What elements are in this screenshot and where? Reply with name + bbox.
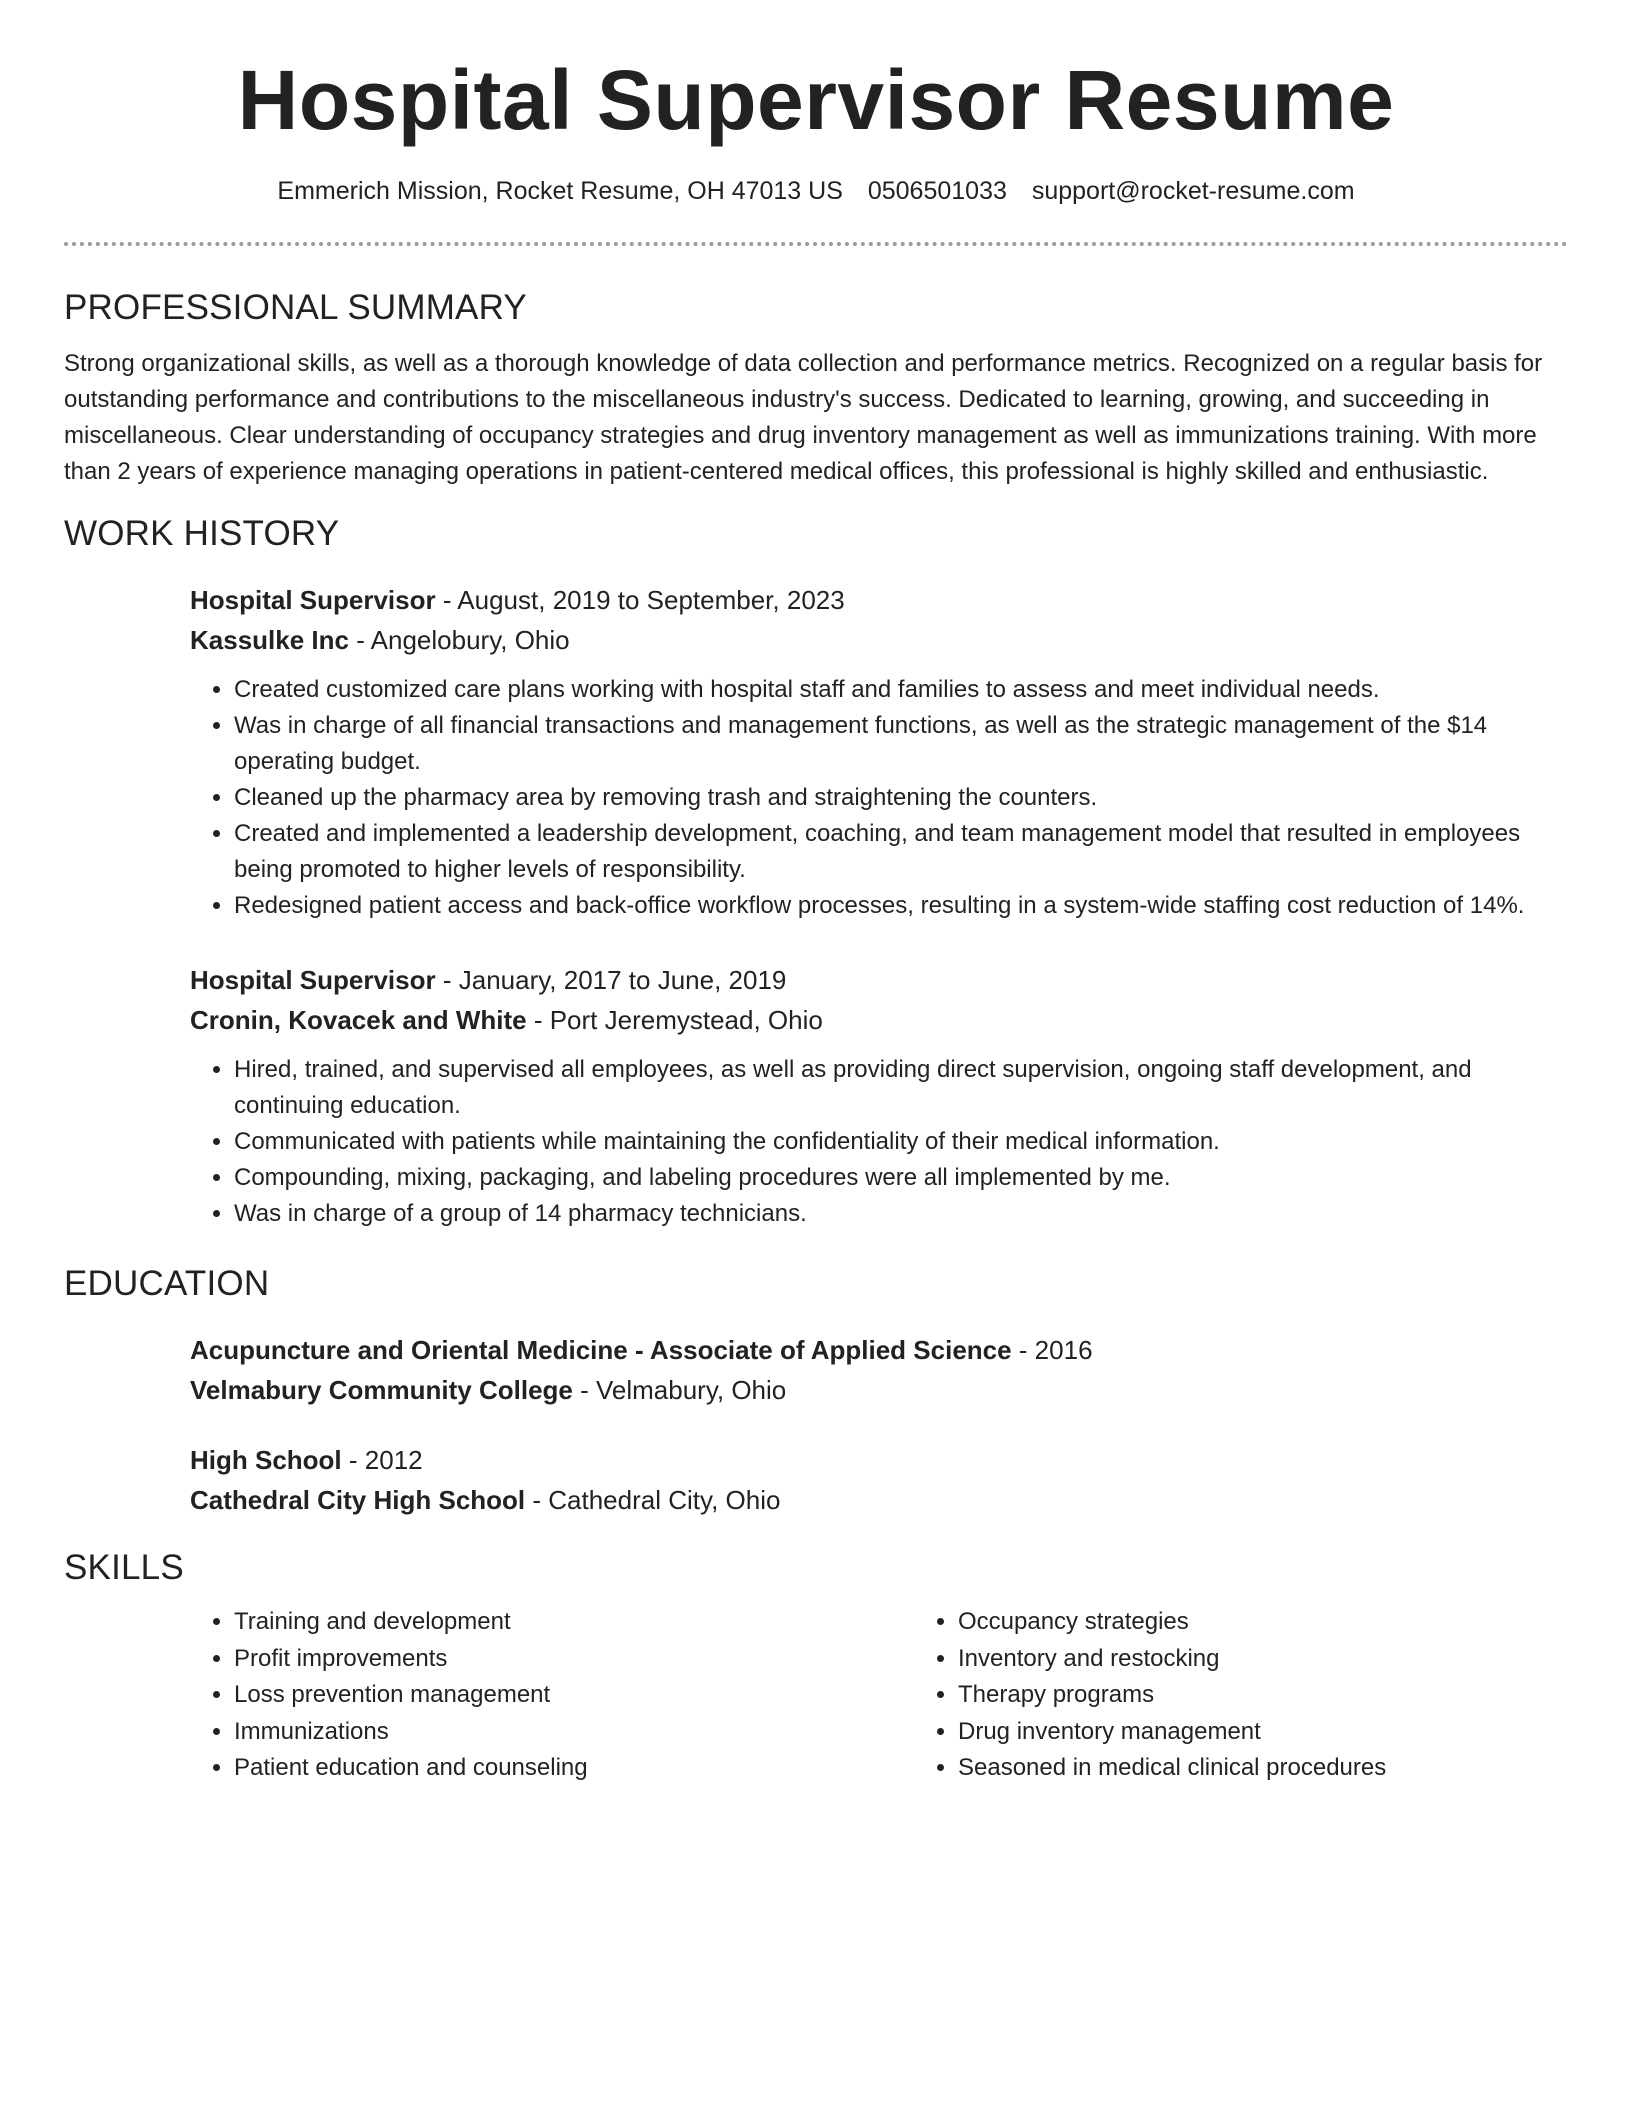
job-company: Kassulke Inc — [190, 625, 349, 655]
education-entry — [190, 1330, 1564, 1410]
school-location: - Velmabury, Ohio — [572, 1375, 787, 1405]
job-company: Cronin, Kovacek and White — [190, 1005, 527, 1035]
job-company-line — [190, 1000, 1564, 1040]
skill-item: • Immunizations — [234, 1714, 914, 1751]
job-dates: - January, 2017 to June, 2019 — [435, 965, 787, 995]
header-divider — [64, 242, 1568, 246]
contact-email: support@rocket-resume.com — [1031, 177, 1355, 205]
job-entry — [190, 960, 1564, 1232]
job-bullet: • Hired, trained, and supervised all employees, as well as providing direct supervision, ongoing staff development, and continuing education. — [234, 1052, 1564, 1124]
job-bullets — [190, 1052, 1564, 1232]
job-title-line — [190, 960, 1564, 1000]
skills-column-right — [914, 1604, 1518, 1787]
school-line — [190, 1370, 1564, 1410]
contact-phone: 0506501033 — [867, 177, 1007, 205]
skill-item: • Therapy programs — [958, 1677, 1518, 1714]
skill-item: • Profit improvements — [234, 1641, 914, 1678]
job-bullet: • Created and implemented a leadership development, coaching, and team management model that resulted in employees being promoted to higher levels of responsibility. — [234, 816, 1564, 888]
work-history-list — [190, 580, 1564, 1232]
job-bullet: • Created customized care plans working with hospital staff and families to assess and meet individual needs. — [234, 672, 1564, 708]
job-location: - Port Jeremystead, Ohio — [526, 1005, 823, 1035]
education-entry — [190, 1440, 1564, 1520]
skills-heading: SKILLS — [64, 1548, 184, 1587]
work-history-heading: WORK HISTORY — [64, 514, 340, 553]
job-title-line — [190, 580, 1564, 620]
degree-name: High School — [190, 1445, 342, 1475]
contact-address: Emmerich Mission, Rocket Resume, OH 47013 US — [277, 177, 843, 205]
job-bullet: • Communicated with patients while maintaining the confidentiality of their medical information. — [234, 1124, 1564, 1160]
skill-item: • Training and development — [234, 1604, 914, 1641]
job-bullet: • Compounding, mixing, packaging, and labeling procedures were all implemented by me. — [234, 1160, 1564, 1196]
contact-line — [64, 174, 1568, 208]
education-heading: EDUCATION — [64, 1264, 270, 1303]
school-name: Velmabury Community College — [190, 1375, 573, 1405]
degree-line — [190, 1330, 1564, 1370]
job-dates: - August, 2019 to September, 2023 — [435, 585, 845, 615]
school-location: - Cathedral City, Ohio — [525, 1485, 781, 1515]
skill-item: • Seasoned in medical clinical procedures — [958, 1750, 1518, 1787]
school-name: Cathedral City High School — [190, 1485, 526, 1515]
job-title: Hospital Supervisor — [190, 965, 436, 995]
school-line — [190, 1480, 1564, 1520]
skills-list — [190, 1604, 1564, 1787]
summary-text: Strong organizational skills, as well as a thorough knowledge of data collection and performance metrics. Recognized on a regular basis for outstanding performance and contributions to the miscellaneous industry's success. Dedicated to learning, growing, and succeeding in miscellaneous. Clear understanding of occupancy strategies and drug inventory management as well as immunizations training. With more than 2 years of experience managing operations in patient-centered medical offices, this professional is highly skilled and enthusiastic. — [64, 350, 1543, 485]
job-bullets — [190, 672, 1564, 924]
skill-item: • Occupancy strategies — [958, 1604, 1518, 1641]
resume-title: Hospital Supervisor Resume — [237, 53, 1395, 147]
skill-item: • Loss prevention management — [234, 1677, 914, 1714]
skill-item: • Drug inventory management — [958, 1714, 1518, 1751]
degree-year: - 2012 — [341, 1445, 423, 1475]
job-bullet: • Was in charge of a group of 14 pharmacy technicians. — [234, 1196, 1564, 1232]
job-title: Hospital Supervisor — [190, 585, 436, 615]
degree-name: Acupuncture and Oriental Medicine - Associate of Applied Science — [190, 1335, 1012, 1365]
job-entry — [190, 580, 1564, 924]
job-location: - Angelobury, Ohio — [348, 625, 570, 655]
education-list — [190, 1330, 1564, 1520]
job-company-line — [190, 620, 1564, 660]
degree-line — [190, 1440, 1564, 1480]
job-bullet: • Redesigned patient access and back-office workflow processes, resulting in a system-wide staffing cost reduction of 14%. — [234, 888, 1564, 924]
skill-item: • Patient education and counseling — [234, 1750, 914, 1787]
skills-column-left — [190, 1604, 914, 1787]
job-bullet: • Cleaned up the pharmacy area by removing trash and straightening the counters. — [234, 780, 1564, 816]
skill-item: • Inventory and restocking — [958, 1641, 1518, 1678]
summary-heading: PROFESSIONAL SUMMARY — [64, 288, 527, 327]
job-bullet: • Was in charge of all financial transactions and management functions, as well as the strategic management of the $14 operating budget. — [234, 708, 1564, 780]
degree-year: - 2016 — [1011, 1335, 1093, 1365]
